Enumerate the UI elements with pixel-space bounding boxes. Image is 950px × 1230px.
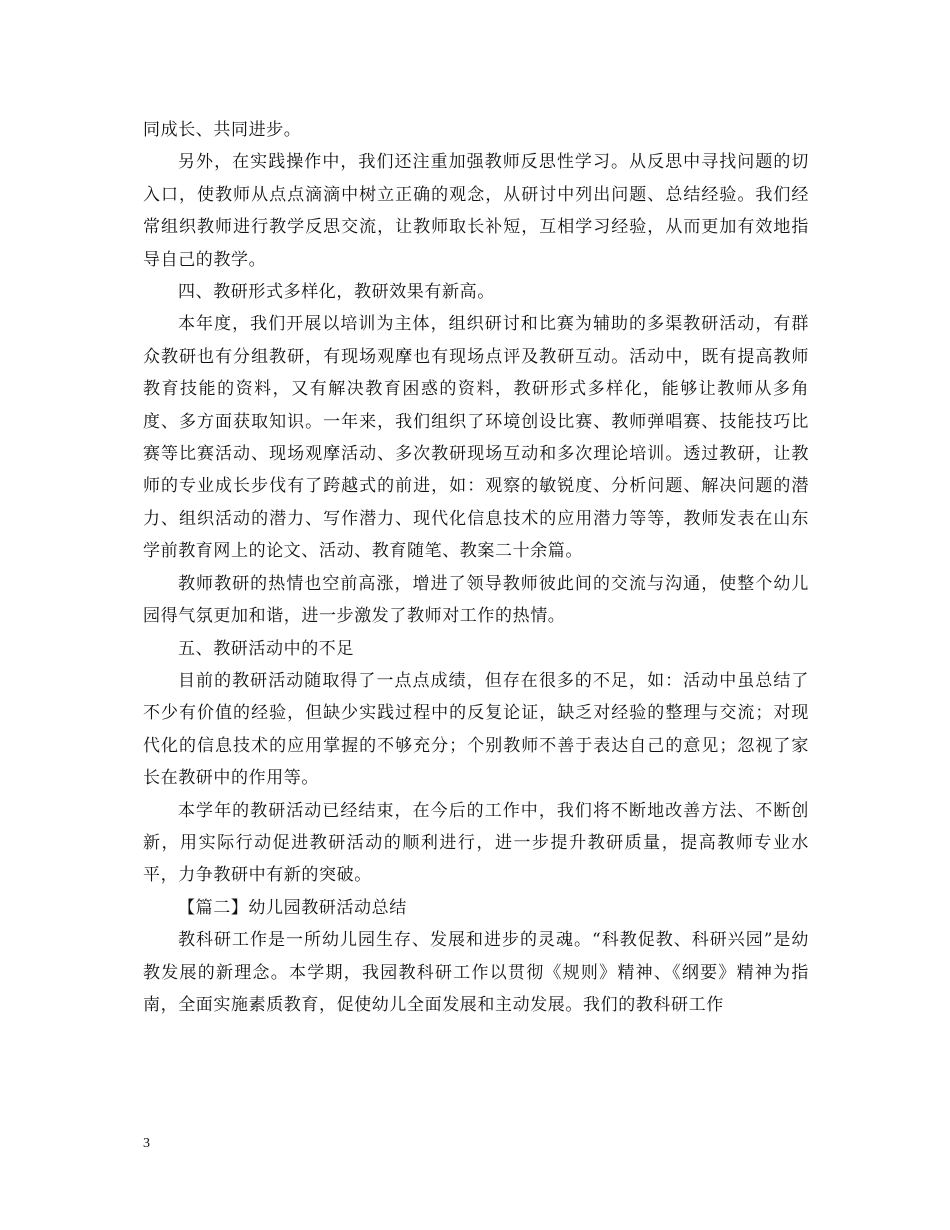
paragraph-shortcomings: 目前的教研活动随取得了一点点成绩，但存在很多的不足，如：活动中虽总结了不少有价值的经验，但缺少实践过程中的反复论证，缺乏对经验的整理与交流；对现代化的信息技术的应用掌握的不够充分；个别教师不善于表达自己的意见；忽视了家长在教研中的作用等。 xyxy=(143,670,809,789)
paragraph-research-intro: 教科研工作是一所幼儿园生存、发展和进步的灵魂。“科教促教、科研兴园”是幼教发展的新理念。本学期，我园教科研工作以贯彻《规则》精神、《纲要》精神为指南，全面实施素质教育，促使幼儿全面发展和主动发展。我们的教科研工作 xyxy=(143,930,809,1015)
paragraph-reflection: 另外，在实践操作中，我们还注重加强教师反思性学习。从反思中寻找问题的切入口，使教师从点点滴滴中树立正确的观念，从研讨中列出问题、总结经验。我们经常组织教师进行教学反思交流，让教师取长补短，互相学习经验，从而更加有效地指导自己的教学。 xyxy=(143,152,809,270)
section-heading-four: 四、教研形式多样化，教研效果有新高。 xyxy=(178,282,495,303)
document-body xyxy=(143,114,809,1021)
paragraph-continuation: 同成长、共同进步。 xyxy=(143,120,302,140)
paragraph-conclusion: 本学年的教研活动已经结束，在今后的工作中，我们将不断地改善方法、不断创新，用实际行动促进教研活动的顺利进行，进一步提升教研质量，提高教师专业水平，力争教研中有新的突破。 xyxy=(143,800,809,886)
paragraph-enthusiasm: 教师教研的热情也空前高涨，增进了领导教师彼此间的交流与沟通，使整个幼儿园得气氛更加和谐，进一步激发了教师对工作的热情。 xyxy=(143,573,809,627)
section-heading-five: 五、教研活动中的不足 xyxy=(178,638,354,659)
article-heading-two: 【篇二】幼儿园教研活动总结 xyxy=(178,897,407,918)
page-number: 3 xyxy=(143,1136,150,1151)
paragraph-activities: 本年度，我们开展以培训为主体，组织研讨和比赛为辅助的多渠教研活动，有群众教研也有分组教研，有现场观摩也有现场点评及教研互动。活动中，既有提高教师教育技能的资料，又有解决教育困惑的资料，教研形式多样化，能够让教师从多角度、多方面获取知识。一年来，我们组织了环境创设比赛、教师弹唱赛、技能技巧比赛等比赛活动、现场观摩活动、多次教研现场互动和多次理论培训。透过教研，让教师的专业成长步伐有了跨越式的前进，如：观察的敏锐度、分析问题、解决问题的潜力、组织活动的潜力、写作潜力、现代化信息技术的应用潜力等等，教师发表在山东学前教育网上的论文、活动、教育随笔、教案二十余篇。 xyxy=(143,314,809,562)
